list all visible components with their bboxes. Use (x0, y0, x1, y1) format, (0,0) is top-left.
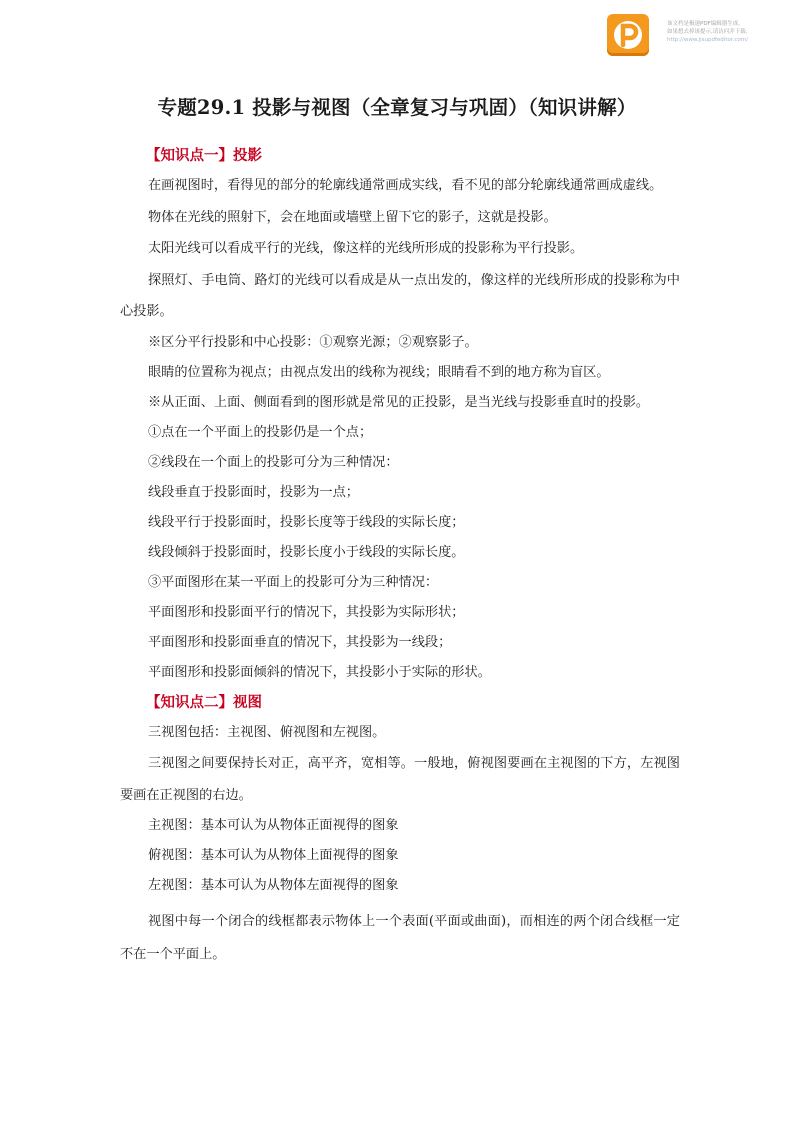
paragraph: 在画视图时，看得见的部分的轮廓线通常画成实线，看不见的部分轮廓线通常画成虚线。 (148, 178, 663, 193)
paragraph: 俯视图：基本可认为从物体上面视得的图象 (148, 848, 399, 863)
watermark (607, 14, 779, 56)
section-heading-views: 【知识点二】视图 (146, 693, 262, 711)
paragraph: 平面图形和投影面垂直的情况下，其投影为一线段； (148, 634, 452, 650)
watermark-line: 如果想去掉该提示,请访问并下载: (667, 29, 748, 35)
paragraph: 探照灯、手电筒、路灯的光线可以看成是从一点出发的，像这样的光线所形成的投影称为中心投影。 (120, 272, 680, 319)
pdf-editor-logo-icon (607, 14, 649, 56)
paragraph: ②线段在一个面上的投影可分为三种情况： (148, 454, 399, 470)
watermark-url: http://www.jisupdfeditor.com/ (667, 37, 748, 43)
paragraph: ※从正面、上面、侧面看到的图形就是常见的正投影，是当光线与投影垂直时的投影。 (148, 394, 650, 410)
paragraph: ※区分平行投影和中心投影：①观察光源；②观察影子。 (148, 334, 478, 350)
paragraph: 物体在光线的照射下，会在地面或墙壁上留下它的影子，这就是投影。 (148, 209, 557, 225)
document-body (120, 141, 680, 971)
paragraph: 线段倾斜于投影面时，投影长度小于线段的实际长度。 (148, 544, 465, 560)
paragraph: 眼睛的位置称为视点；由视点发出的线称为视线；眼睛看不到的地方称为盲区。 (148, 364, 610, 380)
paragraph: 太阳光线可以看成平行的光线，像这样的光线所形成的投影称为平行投影。 (148, 241, 584, 256)
page-title: 专题29.1 投影与视图（全章复习与巩固）（知识讲解） (157, 96, 637, 119)
paragraph: 线段垂直于投影面时，投影为一点； (148, 484, 359, 500)
paragraph: 左视图：基本可认为从物体左面视得的图象 (148, 878, 399, 893)
paragraph: 三视图之间要保持长对正，高平齐，宽相等。一般地，俯视图要画在主视图的下方，左视图要画在正视图的右边。 (120, 756, 680, 803)
paragraph: 三视图包括：主视图、俯视图和左视图。 (148, 724, 386, 740)
paragraph: 线段平行于投影面时，投影长度等于线段的实际长度； (148, 514, 465, 530)
paragraph: ③平面图形在某一平面上的投影可分为三种情况： (148, 574, 439, 590)
paragraph: 平面图形和投影面倾斜的情况下，其投影小于实际的形状。 (148, 664, 491, 680)
paragraph: 视图中每一个闭合的线框都表示物体上一个表面(平面或曲面)，而相连的两个闭合线框一定不在一个平面上。 (120, 914, 680, 962)
paragraph: ①点在一个平面上的投影仍是一个点； (148, 424, 373, 440)
paragraph: 平面图形和投影面平行的情况下，其投影为实际形状； (148, 604, 465, 620)
paragraph: 主视图：基本可认为从物体正面视得的图象 (148, 818, 399, 833)
watermark-text (667, 20, 779, 44)
section-heading-projection: 【知识点一】投影 (146, 147, 262, 164)
watermark-line: 该文档是极速PDF编辑器生成, (667, 21, 740, 27)
